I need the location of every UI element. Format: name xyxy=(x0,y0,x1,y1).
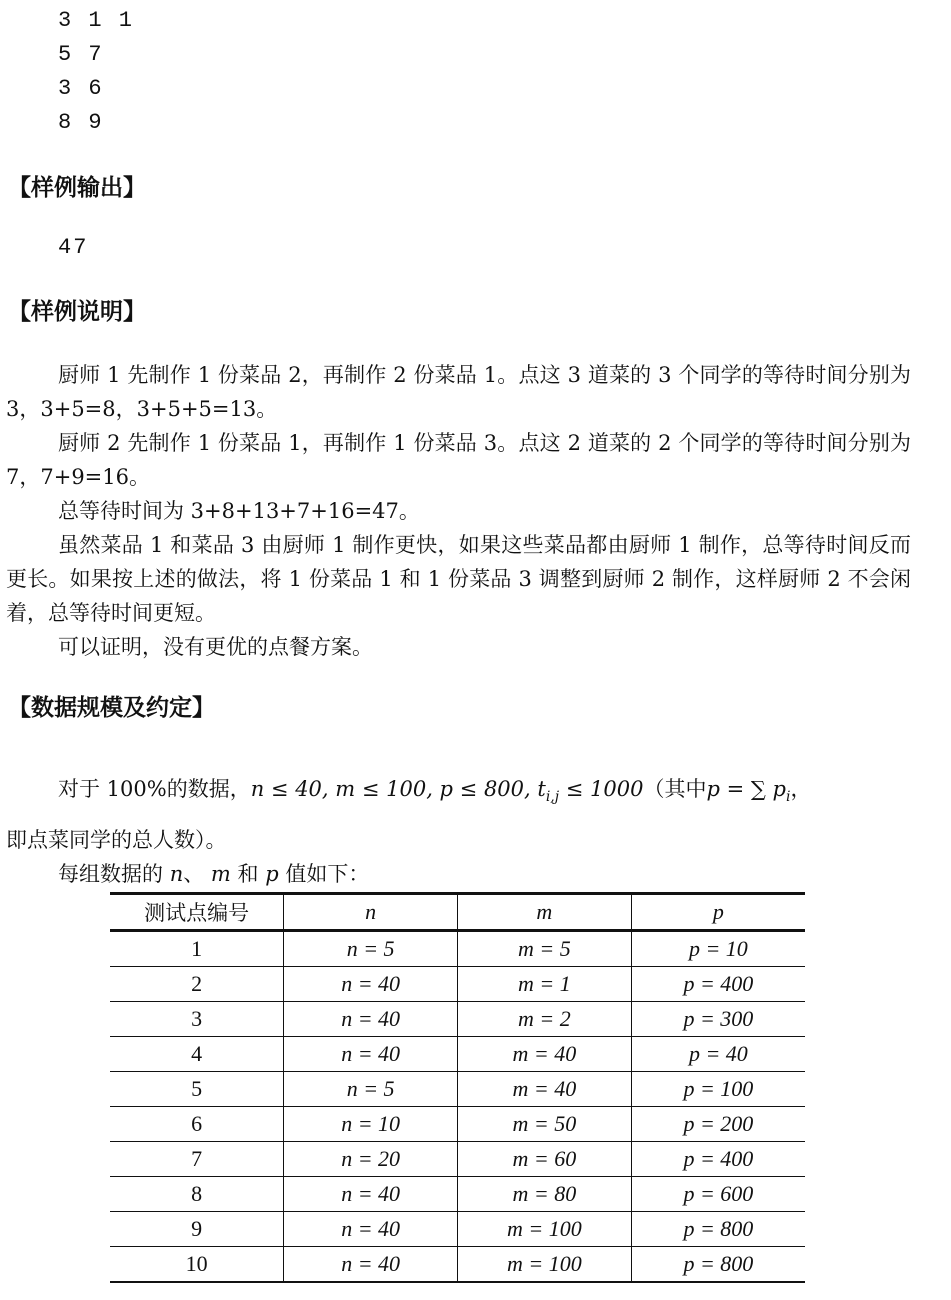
cell-p: p = 300 xyxy=(683,1006,754,1031)
constraints-formula: n ≤ 40, m ≤ 100, p ≤ 800, t xyxy=(250,777,546,801)
table-row xyxy=(110,1072,805,1107)
cell-testcase: 9 xyxy=(110,1212,284,1247)
header-p: p xyxy=(712,899,724,924)
table-intro xyxy=(6,857,911,891)
constraints-formula-bound: ≤ 1000 xyxy=(559,777,644,801)
cell-m: m = 100 xyxy=(458,1212,632,1247)
table-row xyxy=(110,1212,805,1247)
constraints-sum-subscript: i xyxy=(786,789,791,806)
cell-m: m = 100 xyxy=(458,1247,632,1283)
table-intro-b: 、 xyxy=(183,862,211,886)
cell-testcase: 10 xyxy=(110,1247,284,1283)
cell-m: m = 5 xyxy=(458,931,632,967)
table-row xyxy=(110,967,805,1002)
cell-n: n = 40 xyxy=(284,967,458,1002)
cell-n: n = 40 xyxy=(284,1177,458,1212)
constraints-sum-formula: p = ∑ p xyxy=(706,777,786,801)
cell-p: p = 200 xyxy=(683,1111,754,1136)
constraints-prefix: 对于 100%的数据， xyxy=(58,777,251,801)
cell-n: n = 5 xyxy=(284,931,458,967)
sample-input-line: 8 9 xyxy=(58,110,104,135)
table-intro-n: n xyxy=(169,862,184,886)
cell-m: m = 40 xyxy=(458,1037,632,1072)
table-row xyxy=(110,1037,805,1072)
explanation-paragraph: 虽然菜品 1 和菜品 3 由厨师 1 制作更快，如果这些菜品都由厨师 1 制作，总等待时间反而更长。如果按上述的做法，将 1 份菜品 1 和 1 份菜品 3 调整到厨师 2 制作，这样厨师 2 不会闲着，总等待时间更短。 xyxy=(6,533,911,625)
cell-testcase: 1 xyxy=(110,931,284,967)
sample-explanation-heading: 【样例说明】 xyxy=(8,299,146,325)
cell-p: p = 800 xyxy=(683,1216,754,1241)
constraints-line2: 即点菜同学的总人数）。 xyxy=(6,828,227,852)
table-row xyxy=(110,931,805,967)
explanation-paragraph: 厨师 1 先制作 1 份菜品 2，再制作 2 份菜品 1。点这 3 道菜的 3 个同学的等待时间分别为 3，3+5=8，3+5+5=13。 xyxy=(6,363,911,421)
cell-m: m = 60 xyxy=(458,1142,632,1177)
cell-testcase: 7 xyxy=(110,1142,284,1177)
cell-testcase: 6 xyxy=(110,1107,284,1142)
constraints-heading: 【数据规模及约定】 xyxy=(8,695,215,721)
cell-n: n = 5 xyxy=(284,1072,458,1107)
cell-p: p = 100 xyxy=(683,1076,754,1101)
cell-p: p = 800 xyxy=(683,1251,754,1276)
sample-input-line: 3 1 1 xyxy=(58,8,135,33)
cell-p: p = 40 xyxy=(688,1041,748,1066)
cell-n: n = 40 xyxy=(284,1037,458,1072)
header-n: n xyxy=(284,894,458,931)
table-row xyxy=(110,1107,805,1142)
sample-input-line: 5 7 xyxy=(58,42,104,67)
cell-n: n = 40 xyxy=(284,1247,458,1283)
cell-testcase: 8 xyxy=(110,1177,284,1212)
cell-testcase: 5 xyxy=(110,1072,284,1107)
sample-output-heading: 【样例输出】 xyxy=(8,175,146,201)
header-testcase: 测试点编号 xyxy=(110,894,284,931)
cell-m: m = 50 xyxy=(458,1107,632,1142)
table-intro-m: m xyxy=(210,862,231,886)
cell-p: p = 10 xyxy=(688,936,748,961)
constraints-table xyxy=(110,892,805,1283)
table-intro-p: p xyxy=(265,862,279,886)
sample-input-line: 3 6 xyxy=(58,76,104,101)
table-intro-d: 值如下： xyxy=(278,862,370,886)
table-intro-a: 每组数据的 xyxy=(58,862,170,886)
cell-p: p = 400 xyxy=(683,1146,754,1171)
explanation-paragraph: 总等待时间为 3+8+13+7+16=47。 xyxy=(58,499,420,523)
cell-m: m = 40 xyxy=(458,1072,632,1107)
cell-testcase: 4 xyxy=(110,1037,284,1072)
cell-p: p = 400 xyxy=(683,971,754,996)
table-intro-c: 和 xyxy=(230,862,266,886)
header-m: m xyxy=(458,894,632,931)
cell-n: n = 20 xyxy=(284,1142,458,1177)
cell-m: m = 2 xyxy=(458,1002,632,1037)
table-row xyxy=(110,1002,805,1037)
table-body xyxy=(110,931,805,1283)
constraints-suffix: ， xyxy=(790,777,812,801)
sample-output-value: 47 xyxy=(58,235,89,260)
constraints-mid: （其中 xyxy=(643,777,707,801)
constraints-subscript: i,j xyxy=(545,789,560,806)
cell-testcase: 3 xyxy=(110,1002,284,1037)
cell-m: m = 1 xyxy=(458,967,632,1002)
cell-n: n = 40 xyxy=(284,1002,458,1037)
explanation-paragraph: 可以证明，没有更优的点餐方案。 xyxy=(58,635,373,659)
table-header-row xyxy=(110,894,805,931)
explanation-paragraph: 厨师 2 先制作 1 份菜品 1，再制作 1 份菜品 3。点这 2 道菜的 2 个同学的等待时间分别为 7，7+9=16。 xyxy=(6,431,911,489)
cell-n: n = 10 xyxy=(284,1107,458,1142)
cell-m: m = 80 xyxy=(458,1177,632,1212)
cell-n: n = 40 xyxy=(284,1212,458,1247)
cell-testcase: 2 xyxy=(110,967,284,1002)
table-row xyxy=(110,1142,805,1177)
table-row xyxy=(110,1247,805,1283)
cell-p: p = 600 xyxy=(683,1181,754,1206)
table-row xyxy=(110,1177,805,1212)
constraints-paragraph xyxy=(6,772,911,814)
